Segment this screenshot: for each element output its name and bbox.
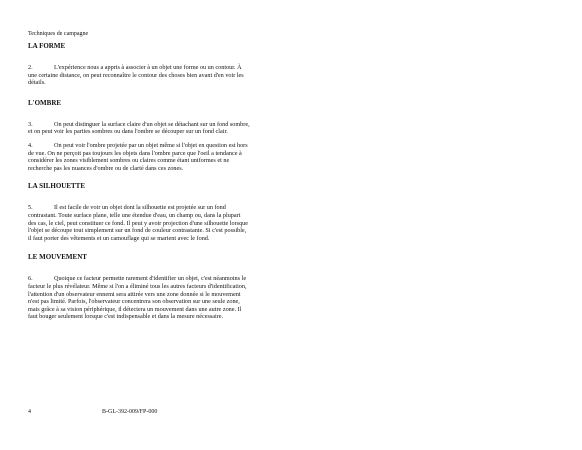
- document-page: [28, 30, 250, 335]
- page-number: 4: [28, 409, 31, 415]
- paragraph-number: 4.: [28, 141, 33, 149]
- paragraph-text: Il est facile de voir un objet dont la silhouette est projetée sur un fond contrastant. Toute surface plane, telle une étendue d'eau, un champ ou, dans la plupart des cas, le ciel, peut constituer ce fond. Il peut y avoir projection d'une silhouette lorsque l'objet se découpe tout simplement sur un fond de couleur contrastante. Si c'est possible, il faut porter des vêtements et un camouflage qui se marient avec le fond.: [28, 204, 249, 242]
- paragraph-number: 3.: [28, 120, 33, 128]
- section-le-mouvement: [28, 253, 250, 321]
- paragraph-text: L'expérience nous a appris à associer à un objet une forme ou un contour. À une certaine distance, on peut reconnaître le contour des choses bien avant d'en voir les détails.: [28, 64, 244, 87]
- paragraph-4: [28, 142, 250, 172]
- section-la-forme: [28, 42, 250, 87]
- paragraph-text: On peut voir l'ombre projetée par un objet même si l'objet en question est hors de vue. On ne perçoit pas toujours les objets dans l'ombre parce que l'oeil a tendance à considérer les zones visiblement sombres ou claires comme étant uniformes et ne recherche pas les nuances d'ombre ou de clarté dans ces zones.: [28, 141, 248, 172]
- document-code: B-GL-392-009/FP-000: [102, 409, 158, 415]
- section-heading: LA SILHOUETTE: [28, 182, 85, 191]
- paragraph-2: [28, 64, 250, 87]
- paragraph-text: Quoique ce facteur permette rarement d'identifier un objet, c'est néanmoins le facteur le plus révélateur. Même si l'on a éliminé tous les autres facteurs d'identification, l'attention d'un observateur ennemi sera attirée vers une zone donnée si le mouvement n'est pas limité. Parfois, l'observateur concentrera son observation sur une seule zone, mais grâce à sa vision périphérique, il détectera un mouvement dans une autre zone. Il faut bouger seulement lorsque c'est indispensable et dans la mesure nécessaire.: [28, 275, 247, 321]
- paragraph-3: [28, 121, 250, 136]
- section-l-ombre: [28, 99, 250, 173]
- paragraph-number: 5.: [28, 204, 33, 212]
- section-la-silhouette: [28, 182, 250, 242]
- paragraph-number: 6.: [28, 275, 33, 283]
- running-header: Techniques de campagne: [28, 31, 89, 37]
- section-heading: LA FORME: [28, 42, 66, 50]
- paragraph-number: 2.: [28, 64, 33, 71]
- paragraph-text: On peut distinguer la surface claire d'un objet se détachant sur un fond sombre, et on peut voir les parties sombres ou dans l'ombre se découper sur un fond clair.: [28, 120, 250, 136]
- paragraph-5: [28, 204, 250, 242]
- section-heading: L'OMBRE: [28, 98, 62, 107]
- paragraph-6: [28, 275, 250, 321]
- section-heading: LE MOUVEMENT: [28, 253, 87, 262]
